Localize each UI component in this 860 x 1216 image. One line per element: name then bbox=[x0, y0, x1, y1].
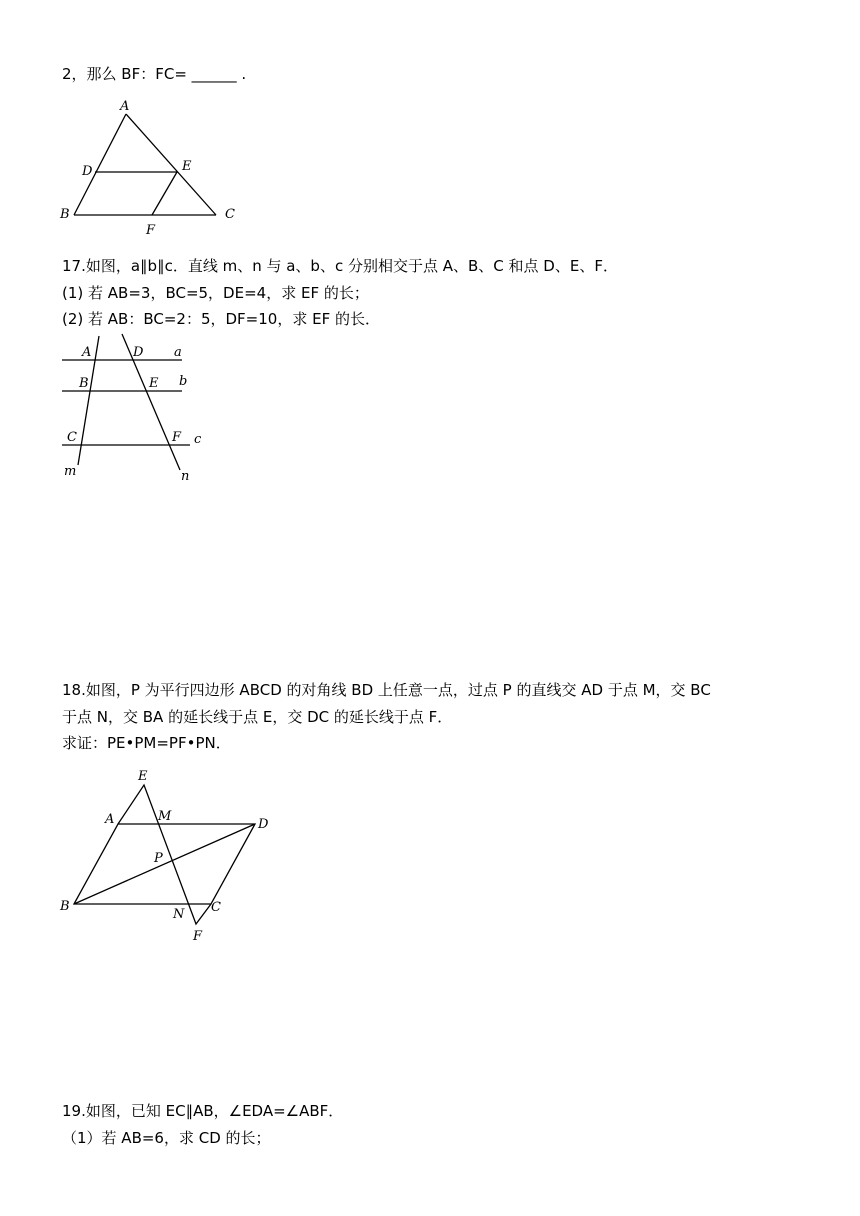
q16-answer-line: 2，那么 BF：FC= ______ . bbox=[62, 65, 247, 83]
label-C: C bbox=[225, 207, 235, 222]
label-F: F bbox=[193, 929, 203, 944]
label-b: b bbox=[179, 374, 188, 389]
q18-line3: 求证：PE•PM=PF•PN． bbox=[62, 734, 231, 752]
label-B: B bbox=[60, 899, 70, 914]
label-A: A bbox=[82, 345, 92, 360]
label-M: M bbox=[158, 809, 172, 824]
label-B: B bbox=[60, 207, 70, 222]
label-F: F bbox=[146, 223, 156, 238]
q17-part2: (2) 若 AB：BC=2：5，DF=10，求 EF 的长． bbox=[62, 310, 380, 328]
label-E: E bbox=[138, 769, 148, 784]
label-P: P bbox=[154, 851, 163, 866]
q17-stem: 17.如图，a∥b∥c．直线 m、n 与 a、b、c 分别相交于点 A、B、C 和点 D、E、F． bbox=[62, 257, 618, 275]
q18-line1: 18.如图，P 为平行四边形 ABCD 的对角线 BD 上任意一点，过点 P 的直线交 AD 于点 M，交 BC bbox=[62, 681, 711, 699]
q19-part1: （1）若 AB=6，求 CD 的长； bbox=[62, 1129, 271, 1147]
label-m: m bbox=[64, 464, 77, 479]
label-N: N bbox=[173, 907, 185, 922]
label-a: a bbox=[174, 345, 182, 360]
label-C: C bbox=[67, 430, 77, 445]
label-E: E bbox=[149, 376, 159, 391]
label-C: C bbox=[211, 900, 221, 915]
label-E: E bbox=[182, 159, 192, 174]
q17-part1: (1) 若 AB=3，BC=5，DE=4，求 EF 的长； bbox=[62, 284, 369, 302]
label-D: D bbox=[82, 164, 93, 179]
label-F: F bbox=[172, 430, 182, 445]
label-A: A bbox=[120, 99, 130, 114]
label-n: n bbox=[181, 469, 190, 484]
q19-stem: 19.如图，已知 EC∥AB，∠EDA=∠ABF． bbox=[62, 1102, 344, 1120]
label-B: B bbox=[79, 376, 89, 391]
label-A: A bbox=[105, 812, 115, 827]
q18-line2: 于点 N，交 BA 的延长线于点 E，交 DC 的延长线于点 F． bbox=[62, 708, 453, 726]
label-D: D bbox=[258, 817, 269, 832]
label-D: D bbox=[133, 345, 144, 360]
label-c: c bbox=[194, 432, 202, 447]
